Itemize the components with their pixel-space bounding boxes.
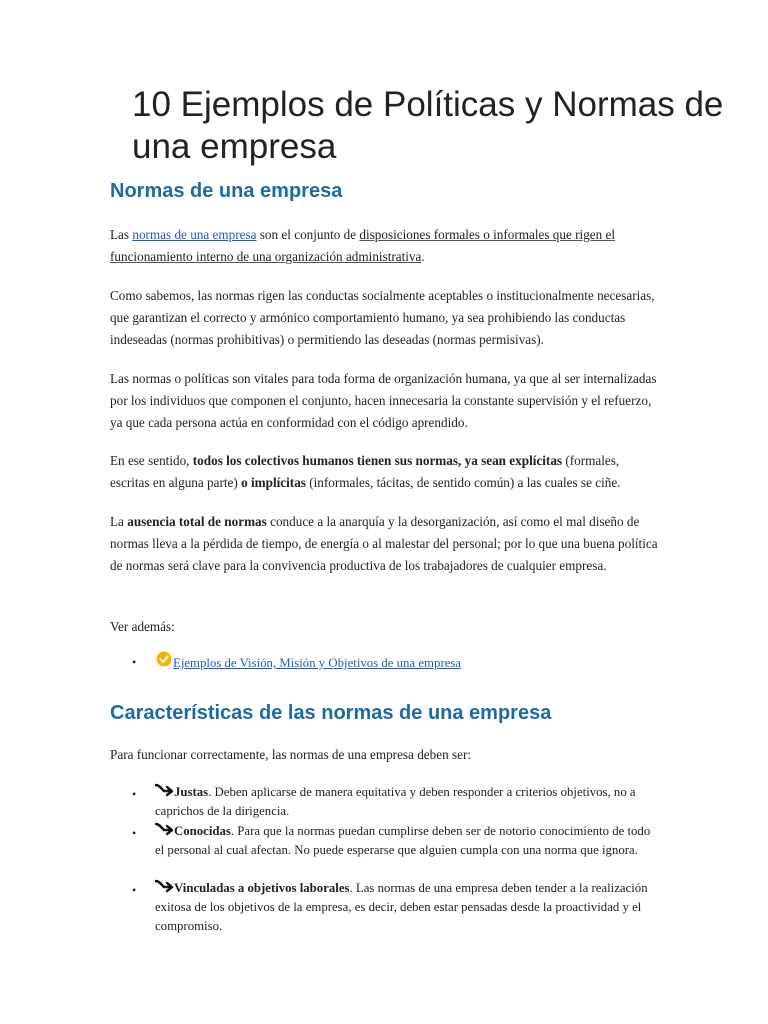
curved-arrow-icon — [155, 783, 174, 797]
section-heading-normas: Normas de una empresa — [110, 180, 343, 202]
paragraph-conductas: Como sabemos, las normas rigen las conductas socialmente aceptables o institucionalmente necesarias, que garantizan el correcto y armónico comportamiento humano, ya sea prohibiendo las conductas indeseadas (normas prohibitivas) o permitiendo las deseadas (normas permisivas). — [110, 288, 655, 347]
definition-underlined: disposiciones formales o informales que rigen el funcionamiento interno de una organización administrativa — [110, 227, 616, 264]
list-bullet: • — [132, 883, 137, 897]
curved-arrow-icon — [155, 879, 174, 893]
see-also-link[interactable]: Ejemplos de Visión, Misión y Objetivos de una empresa — [173, 656, 461, 670]
paragraph-colectivos: En ese sentido, todos los colectivos humanos tienen sus normas, ya sean explícitas (formales, escritas en alguna parte) o implícitas (informales, tácitas, de sentido común) a las cuales se ciñe. — [110, 453, 621, 490]
list-bullet: • — [132, 655, 137, 669]
list-bullet: • — [132, 826, 137, 840]
list-item-conocidas: Conocidas. Para que la normas puedan cumplirse deben ser de notorio conocimiento de todo el personal al cual afectan. No puede esperarse que alguien cumpla con una norma que ignora. — [155, 824, 651, 857]
paragraph-definition: Las normas de una empresa son el conjunto de disposiciones formales o informales que rigen el funcionamiento interno de una organización administrativa. — [110, 227, 616, 264]
paragraph-ausencia: La ausencia total de normas conduce a la anarquía y la desorganización, así como el mal diseño de normas lleva a la pérdida de tiempo, de energía o al malestar del personal; por lo que una buena política de normas será clave para la convivencia productiva de los trabajadores de cualquier empresa. — [110, 514, 658, 573]
section-heading-caracteristicas: Características de las normas de una empresa — [110, 702, 552, 724]
check-circle-icon — [156, 651, 172, 667]
paragraph-intro: Para funcionar correctamente, las normas de una empresa deben ser: — [110, 747, 472, 762]
paragraph-vitales: Las normas o políticas son vitales para toda forma de organización humana, ya que al ser internalizadas por los individuos que componen el conjunto, hacen innecesaria la constante supervisión y el refuerzo, ya que cada persona actúa en conformidad con el código aprendido. — [110, 371, 657, 430]
list-item-vinculadas: Vinculadas a objetivos laborales. Las normas de una empresa deben tender a la realización exitosa de los objetivos de la empresa, es decir, deben estar pensadas desde la proactividad y el compromiso. — [155, 881, 648, 933]
see-also-label: Ver además: — [110, 619, 175, 634]
curved-arrow-icon — [155, 822, 174, 836]
list-bullet: • — [132, 787, 137, 801]
page-title: 10 Ejemplos de Políticas y Normas de una empresa — [132, 85, 724, 166]
list-item-justas: Justas. Deben aplicarse de manera equitativa y deben responder a criterios objetivos, no a caprichos de la dirigencia. — [155, 785, 636, 818]
normas-link[interactable]: normas de una empresa — [132, 227, 257, 242]
